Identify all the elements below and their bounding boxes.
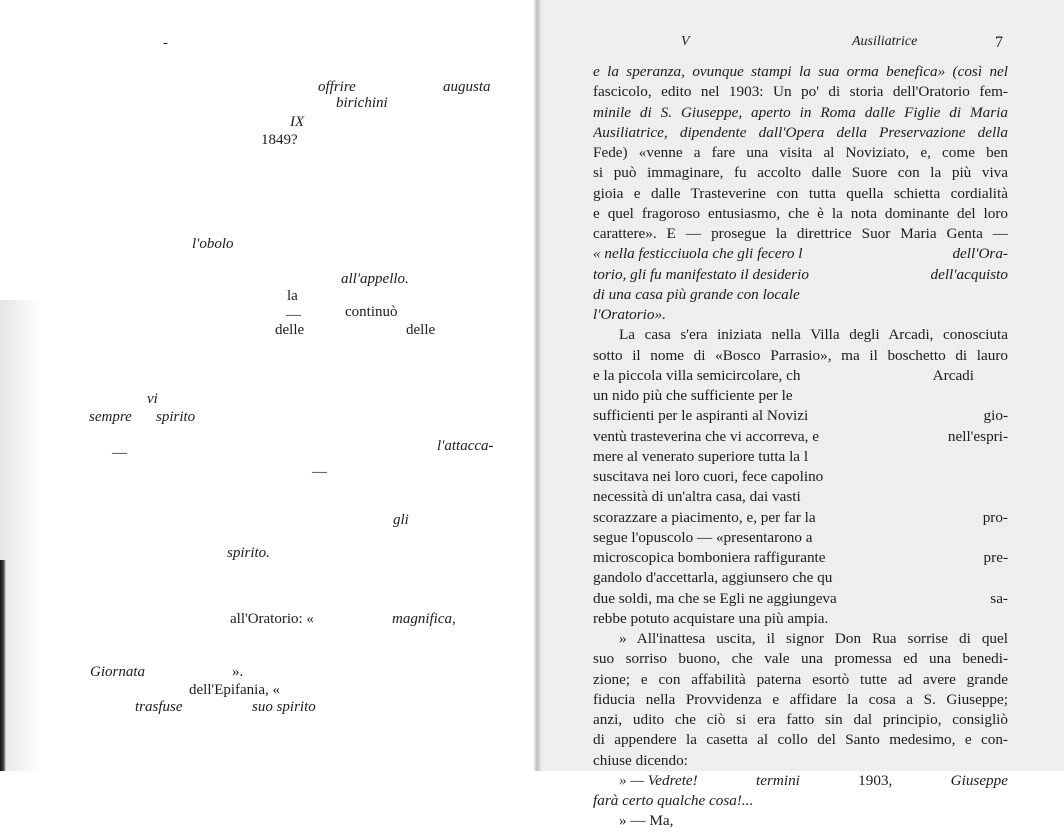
text-line: e la speranza, ovunque stampi la sua orma benefica» (così nel xyxy=(593,63,1008,80)
page-edge-dark xyxy=(0,560,6,771)
text-line: suo sorriso buono, che vale una promessa ed una benedi- xyxy=(593,650,1008,668)
text-fragment: 1849? xyxy=(261,132,298,148)
text-line: gioia e dalle Trasteverine con tutta quella schietta cordialità xyxy=(593,184,1008,202)
book-gutter xyxy=(533,0,541,771)
text-line: rebbe potuto acquistare una più ampia. xyxy=(593,609,829,627)
text-fragment: l'obolo xyxy=(192,236,234,252)
text-line: un nido più che sufficiente per le xyxy=(593,387,793,404)
page-number: 7 xyxy=(995,34,1003,51)
text-line: mere al venerato superiore tutta la l xyxy=(593,447,809,465)
text-fragment: la xyxy=(287,288,298,304)
text-fragment: delle xyxy=(275,322,305,338)
text-fragment: magnifica, xyxy=(392,611,456,627)
text-fragment: l'attacca- xyxy=(437,438,494,454)
text-fragment: birichini xyxy=(336,95,388,111)
text-line: Fede) «venne a fare una visita al Noviziato, e, come ben xyxy=(593,144,1008,161)
text-line: sufficienti per le aspiranti al Novizi gio- xyxy=(593,407,1008,425)
text-fragment: offrire xyxy=(318,79,356,95)
text-fragment: sempre xyxy=(89,409,132,425)
text-line: gandolo d'accettarla, aggiunsero che qu xyxy=(593,569,833,587)
right-page-body-text xyxy=(593,62,1008,832)
text-fragment: spirito xyxy=(156,409,196,425)
text-line: zione; e con affabilità paterna esortò tutte ad avere grande xyxy=(593,670,1008,688)
text-line: » — Ma, xyxy=(619,812,674,830)
text-fragment: vi xyxy=(147,391,158,407)
text-line: » — Vedrete! termini 1903, Giuseppe xyxy=(619,771,1008,789)
text-fragment: gli xyxy=(393,512,409,528)
text-fragment: dell'Epifania, « xyxy=(189,682,281,698)
text-line: fascicolo, edito nel 1903: Un po' di storia dell'Oratorio fem- xyxy=(593,83,1008,101)
text-fragment: IX xyxy=(290,114,305,130)
text-line: di una casa più grande con locale xyxy=(593,285,800,303)
text-fragment: delle xyxy=(406,322,436,338)
running-header-title: Ausiliatrice xyxy=(852,34,918,49)
text-line: si può immaginare, fu accolto dalle Suore con la più viva xyxy=(593,164,1008,182)
text-line: l'Oratorio». xyxy=(593,306,666,323)
text-fragment: — xyxy=(286,307,301,323)
text-fragment: Giornata xyxy=(90,664,146,680)
text-line: microscopica bomboniera raffigurante pre- xyxy=(593,549,1008,566)
text-fragment: trasfuse xyxy=(135,699,183,715)
text-line: fiducia nella Provvidenza e affidare la cosa a S. Giuseppe; xyxy=(593,690,1008,708)
text-line: necessità di un'altra casa, dai vasti xyxy=(593,488,801,506)
text-line: La casa s'era iniziata nella Villa degli Arcadi, conosciuta xyxy=(619,326,1008,344)
page-edge-shadow xyxy=(0,300,40,771)
text-line: » All'inattesa uscita, il signor Don Rua sorrise di quel xyxy=(619,630,1008,647)
text-line: e la piccola villa semicircolare, ch Arcadi xyxy=(593,366,974,384)
text-fragment: suo spirito xyxy=(252,699,316,715)
left-page xyxy=(0,0,537,771)
text-line: chiuse dicendo: xyxy=(593,751,688,769)
text-line: e quel fragoroso entusiasmo, che è la nota dominante del loro xyxy=(593,204,1008,222)
text-line: farà certo qualche cosa!... xyxy=(593,792,754,809)
text-line: ventù trasteverina che vi accorreva, e nell'espri- xyxy=(593,427,1008,445)
text-line: scorazzare a piacimento, e, per far la pro- xyxy=(593,508,1008,526)
text-fragment: — xyxy=(112,445,127,461)
text-line: sotto il nome di «Bosco Parrasio», ma il boschetto di lauro xyxy=(593,346,1008,364)
text-fragment: — xyxy=(312,464,327,480)
text-line: torio, gli fu manifestato il desiderio dell'acquisto xyxy=(593,265,1008,283)
text-fragment: ». xyxy=(232,664,244,680)
text-line: di appendere la casetta al collo del Santo medesimo, e con- xyxy=(593,731,1008,749)
text-fragment: spirito. xyxy=(227,545,270,561)
text-fragment: all'Oratorio: « xyxy=(230,611,314,627)
text-line: suscitava nei loro cuori, fece capolino xyxy=(593,468,824,485)
running-header-chapter: V xyxy=(681,34,690,49)
text-line: carattere». E — prosegue la direttrice Suor Maria Genta — xyxy=(593,225,1008,242)
text-line: « nella festicciuola che gli fecero l dell'Ora- xyxy=(593,245,1008,263)
text-line: anzi, udito che ciò si era fatto sin dal principio, consigliò xyxy=(593,711,1008,728)
text-fragment: continuò xyxy=(345,304,398,320)
text-line: minile di S. Giuseppe, aperto in Roma dalle Figlie di Maria xyxy=(593,103,1008,121)
text-line: due soldi, ma che se Egli ne aggiungeva sa- xyxy=(593,589,1008,607)
text-line: segue l'opuscolo — «presentarono a xyxy=(593,528,813,546)
text-fragment: - xyxy=(163,35,168,51)
text-fragment: all'appello. xyxy=(341,271,409,287)
text-line: Ausiliatrice, dipendente dall'Opera della Preservazione della xyxy=(593,123,1008,141)
text-fragment: augusta xyxy=(443,79,491,95)
